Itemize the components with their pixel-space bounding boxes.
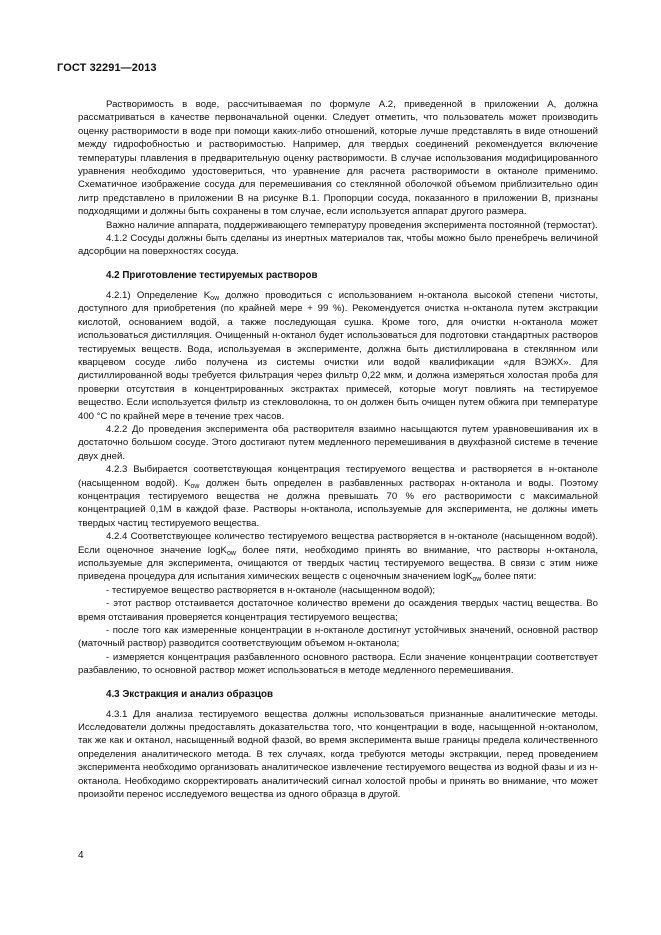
p423-text-b: должен быть определен в разбавленных растворах н-октанола и воды. Поэтому концентрация тестируемого вещества не должна превышать 70 % его растворимости с максимальной концентрацией 0,1М в каждой фазе. Растворы н-октанола, используемые для эксперимента, не должны иметь твердых частиц тестируемого вещества. <box>78 477 598 529</box>
paragraph-4-2-2: 4.2.2 До проведения эксперимента оба растворителя взаимно насыщаются путем уравновешивания их в достаточно большом сосуде. Этого достигают путем медленного перемешивания в двухфазной системе в течение двух дней. <box>78 423 598 462</box>
document-body <box>78 98 598 802</box>
p421-text-b: должно проводиться с использованием н-октанола высокой степени чистоты, доступного для приобретения (по крайней мере + 99 %). Рекомендуется очистка н-октанола путем экстракции кислотой, основанием водой, а также последующая сушка. Кроме того, для очистки н-октанола может использоваться дистилляция. Очищенный н-октанол будет использоваться для подготовки стандартных растворов тестируемых веществ. Вода, используемая в эксперименте, должна быть дистиллирована в стеклянном или кварцевом сосуде либо получена из системы очистки или водой квалификации «для ВЭЖХ». Для дистиллированной воды требуется фильтрация через фильтр 0,22 мкм, и должна измеряться холостая проба для проверки отсутствия в концентрированных экстрактах примесей, которые могут повлиять на тестируемое вещество. Если используется фильтр из стекловолокна, то он должен быть очищен путем обжига при температуре 400 °С по крайней мере в течение трех часов. <box>78 289 598 422</box>
p424-text-c: более пяти: <box>481 571 537 583</box>
document-header: ГОСТ 32291—2013 <box>57 62 157 74</box>
list-item: - после того как измеренные концентрации в н-октаноле достигнут устойчивых значений, основной раствор (маточный раствор) разводится соответствующим объемом н-октанола; <box>78 625 598 650</box>
section-4-3-heading: 4.3 Экстракция и анализ образцов <box>106 688 274 700</box>
intro-paragraph-2: Важно наличие аппарата, поддерживающего температуру проведения эксперимента постоянной (термостат). <box>106 219 598 231</box>
p423-text-a: 4.2.3 Выбирается соответствующая концентрация тестируемого вещества и растворяется в н-октаноле (насыщенном водой). K <box>78 464 598 489</box>
p421-subscript: ow <box>210 294 220 302</box>
p424-subscript-1: ow <box>226 549 236 557</box>
p423-subscript: ow <box>190 482 200 490</box>
p424-subscript-2: ow <box>472 576 482 584</box>
page-number: 4 <box>78 850 84 861</box>
list-item: - этот раствор отстаивается достаточное количество времени до осаждения твердых частиц вещества. Во время отстаивания проверяется концентрация тестируемого вещества; <box>78 598 598 623</box>
list-item: - тестируемое вещество растворяется в н-октаноле (насыщенном водой); <box>106 584 436 596</box>
p424-text-b: более пяти, необходимо принять во внимание, что растворы н-октанола, используемые для эксперимента, очищаются от твердых частиц тестируемого вещества. В связи с этим ниже приведена процедура для испытания химических веществ с оценочным значением logK <box>78 544 599 583</box>
paragraph-4-3-1: 4.3.1 Для анализа тестируемого вещества должны использоваться признанные аналитические методы. Исследователи должны предоставлять доказательства того, что концентрации в воде, насыщенной н-октанолом, так же как и октанол, насыщенный водной фазой, во время эксперимента выше границы предела количественного определения аналитического метода. В тех случаях, когда требуются методы экстракции, перед проведением эксперимента необходимо организовать аналитическое извлечение тестируемого вещества из водной фазы и из н-октанола. Необходимо скорректировать аналитический сигнал холостой пробы и принять во внимание, что может произойти перенос исследуемого вещества из одного образца в другой. <box>78 708 598 801</box>
section-4-2-heading: 4.2 Приготовление тестируемых растворов <box>106 269 318 281</box>
paragraph-4-2-4 <box>78 530 598 584</box>
p424-text-a: 4.2.4 Соответствующее количество тестируемого вещества растворяется в н-октаноле (насыщенном водой). Если оценочное значение logK <box>78 531 598 556</box>
list-item: - измеряется концентрация разбавленного основного раствора. Если значение концентрации соответствует разбавлению, то основной раствор может использоваться в методе медленного перемешивания. <box>78 651 598 677</box>
intro-paragraph-1: Растворимость в воде, рассчитываемая по формуле А.2, приведенной в приложении А, должна рассматриваться в качестве первоначальной оценки. Следует отметить, что пользователь может производить оценку растворимости в воде при помощи каких-либо отношений, которые лучше представлять в виде отношений между гидрофобностью и растворимостью. Например, для твердых соединений рекомендуется включение температуры плавления в предварительную оценку растворимости. В случае использования модифицированного уравнения необходимо удостовериться, что уравнение для расчета растворимости в октаноле применимо. Схематичное изображение сосуда для перемешивания со стеклянной оболочкой объемом приблизительно один литр представлено в приложении В на рисунке В.1. Пропорции сосуда, показанного в приложении В, признаны подходящими и должны быть сохранены в том случае, если используется аппарат другого размера. <box>78 99 598 218</box>
paragraph-4-2-1 <box>78 289 598 423</box>
paragraph-4-2-3 <box>78 463 598 530</box>
p421-text-a: 4.2.1) Определение K <box>106 289 211 301</box>
paragraph-4-1-2: 4.1.2 Сосуды должны быть сделаны из инертных материалов так, чтобы можно было пренебречь величиной адсорбции на поверхностях сосуда. <box>78 233 598 258</box>
